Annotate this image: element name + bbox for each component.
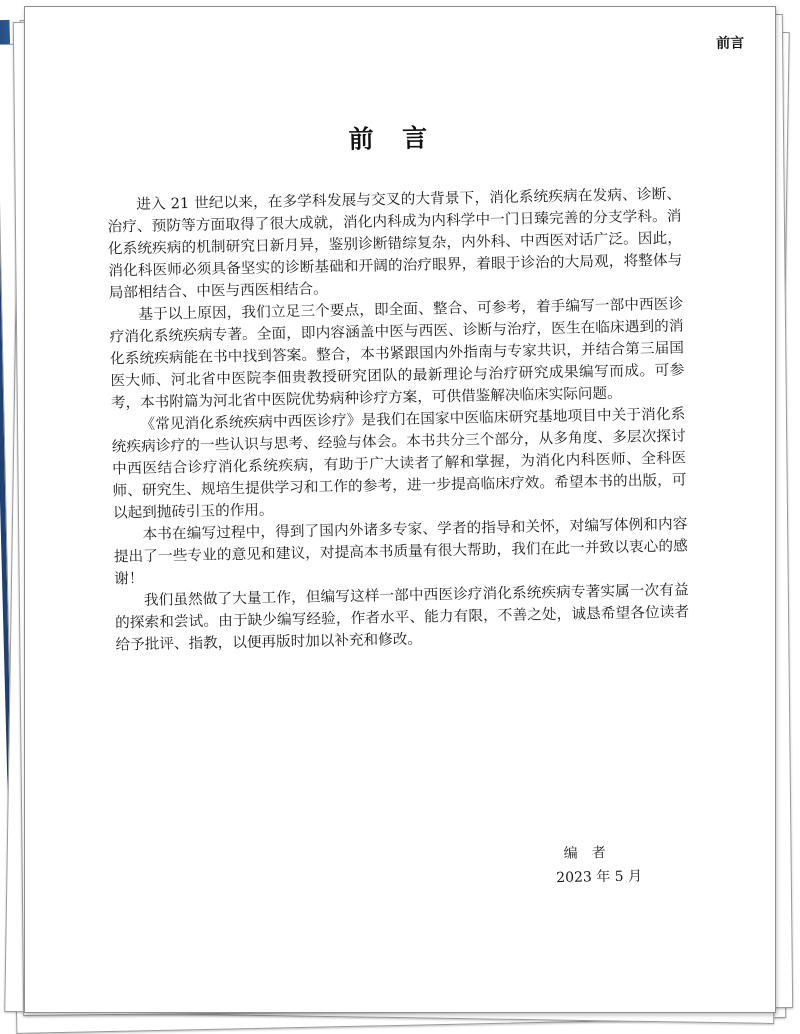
page-content: [15, 0, 784, 1019]
preface-body: [107, 184, 690, 657]
document-page: [24, 6, 776, 1013]
signature-date: 2023 年 5 月: [556, 868, 643, 887]
paragraph-4: 本书在编写过程中，得到了国内外诸多专家、学者的指导和关怀，对编写体例和内容提出了一些专业的意见和建议，对提高本书质量有很大帮助，我们在此一并致以衷心的感谢！: [113, 515, 688, 588]
signature-role: 编者: [563, 844, 620, 862]
paragraph-3: 《常见消化系统疾病中西医诊疗》是我们在国家中医临床研究基地项目中关于消化系统疾病诊疗的一些认识与思考、经验与体会。本书共分三个部分，从多角度、多层次探讨中西医结合诊疗消化系统疾病，有助于广大读者了解和掌握，为消化内科医师、全科医师、研究生、规培生提供学习和工作的参考，进一步提高临床疗效。希望本书的出版，可以起到抛砖引玉的作用。: [111, 405, 687, 522]
paragraph-5: 我们虽然做了大量工作，但编写这样一部中西医诊疗消化系统疾病专著实属一次有益的探索和尝试。由于缺少编写经验，作者水平、能力有限，不善之处，诚恳希望各位读者给予批评、指教，以便再版时加以补充和修改。: [114, 581, 690, 654]
page-title: 前 言: [348, 123, 438, 154]
signature-block: [32, 840, 643, 900]
paragraph-1: 进入 21 世纪以来，在多学科发展与交叉的大背景下，消化系统疾病在发病、诊断、治疗、预防等方面取得了很大成就，消化内科成为内科学中一门日臻完善的分支学科。消化系统疾病的机制研究日新月异，鉴别诊断错综复杂，内外科、中西医对话广泛。因此，消化科医师必须具备坚实的诊断基础和开阔的治疗眼界，着眼于诊治的大局观，将整体与局部相结合、中医与西医相结合。: [107, 185, 683, 302]
running-header: 前言: [715, 35, 745, 52]
paragraph-2: 基于以上原因，我们立足三个要点，即全面、整合、可参考，着手编写一部中西医诊疗消化系统疾病专著。全面，即内容涵盖中医与西医、诊断与治疗，医生在临床遇到的消化系统疾病能在书中找到答案。整合，本书紧跟国内外指南与专家共识，并结合第三届国医大师、河北省中医院李佃贵教授研究团队的最新理论与治疗研究成果编写而成。可参考，本书附篇为河北省中医院优势病种诊疗方案，可供借鉴解决临床实际问题。: [109, 295, 685, 412]
